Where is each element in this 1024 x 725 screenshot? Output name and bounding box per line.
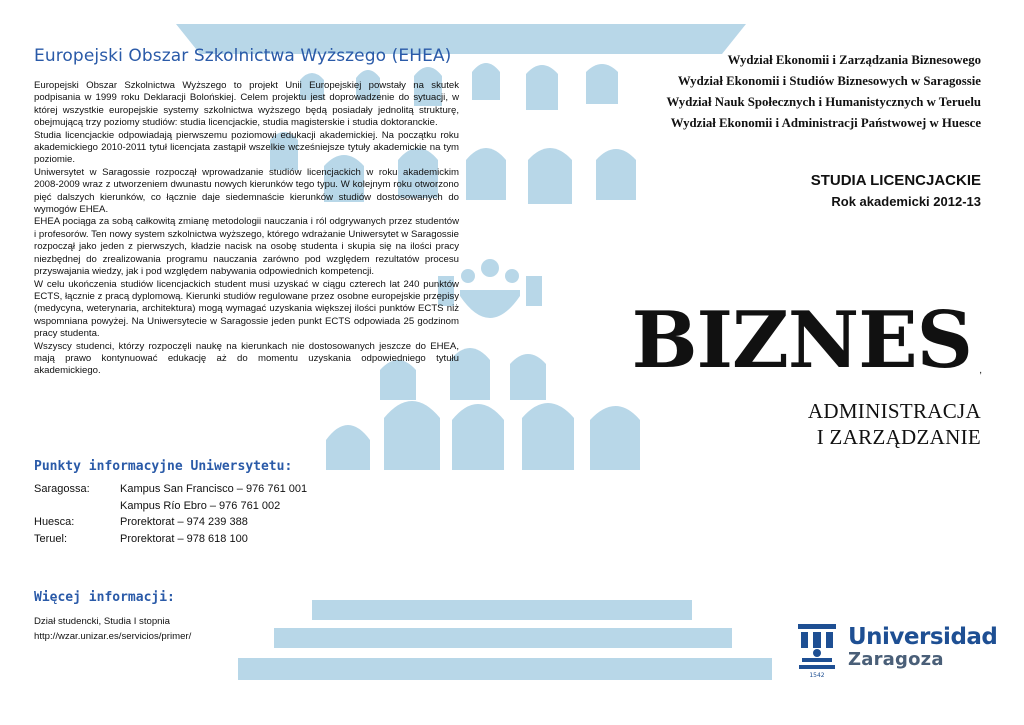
university-logo [796,622,998,680]
program-title-comma: , [979,365,982,376]
faculty-line: Wydział Nauk Społecznych i Humanistycznych w Teruelu [666,95,981,109]
contact-city: Teruel: [34,532,68,545]
student-office-text: Dział studencki, Studia I stopnia [34,616,170,627]
contact-value: Prorektorat – 978 618 100 [120,532,248,545]
more-info-heading: Więcej informacji: [34,590,175,605]
program-title: BIZNES [631,295,972,386]
program-subtitle-line1: ADMINISTRACJA [807,399,981,423]
ehea-paragraph: W celu ukończenia studiów licencjackich student musi uzyskać w ciągu czterech lat 240 punktów ECTS, łącznie z pracą dyplomową. Kierunki studiów regulowane przez osobne europejskie przepisy (medycyna, weterynaria, architektura) mogą wymagać uzyskania większej ilości punktów ECTS niż wspomniana powyżej. Na Uniwersytecie w Saragossie jeden punkt ECTS odpowiada 25 godzinom pracy studenta. [34,278,459,340]
ehea-paragraph: Europejski Obszar Szkolnictwa Wyższego to projekt Unii Europejskiej powstały na skutek podpisania w 1999 roku Deklaracji Bolońskiej. Celem projektu jest doprowadzenie do sytuacji, w której wszystkie europejskie systemy szkolnictwa wyższego będą posiadały jednolitą strukturę, obejmującą trzy poziomy studiów: studia licencjackie, studia magisterskie i studia doktoranckie. [34,80,459,129]
faculty-line: Wydział Ekonomii i Administracji Państwowej w Huesce [670,116,981,130]
program-subtitle-line2: I ZARZĄDZANIE [816,425,981,449]
university-emblem-icon [796,622,838,678]
contact-city: Saragossa: [34,483,90,495]
faculty-line: Wydział Ekonomii i Zarządzania Biznesowego [727,53,981,67]
program-level: STUDIA LICENCJACKIE [810,172,981,189]
ehea-heading: Europejski Obszar Szkolnictwa Wyższego (EHEA) [34,46,452,66]
contact-value: Prorektorat – 974 239 388 [120,516,248,528]
contact-value: Kampus San Francisco – 976 761 001 [120,483,308,495]
ehea-paragraph: Wszyscy studenci, którzy rozpoczęli naukę na kierunkach nie dostosowanych jeszcze do EHEA, mają prawo kontynuować edukację aż do momentu uzyskania odpowiedniego tytułu akademickiego. [34,340,459,377]
contact-value: Kampus Río Ebro – 976 761 002 [120,499,281,512]
ehea-body-text [34,80,459,378]
logo-subname: Zaragoza [848,649,944,670]
ehea-paragraph: Studia licencjackie odpowiadają pierwszemu poziomowi edukacji akademickiej. Na początku roku akademickiego 2010-2011 tytuł licencjata zastąpił wszelkie wcześniejsze tytuły akademickie na tym poziomie. [34,129,459,166]
logo-name: Universidad [848,624,998,650]
faculty-line: Wydział Ekonomii i Studiów Biznesowych w Saragossie [677,74,981,88]
logo-year: 1542 [809,672,825,678]
info-url-link[interactable]: http://wzar.unizar.es/servicios/primer/ [34,631,192,642]
info-points-heading: Punkty informacyjne Uniwersytetu: [34,459,293,474]
ehea-paragraph: Uniwersytet w Saragossie rozpoczął wprowadzanie studiów licencjackich w roku akademickim 2008-2009 wraz z utworzeniem dwunastu nowych kierunków tego typu. W kolejnym roku otworzono pięć dalszych kierunków, co łącznie daje siedemnaście kierunków studiów dostosowanych do wymogów EHEA. [34,166,459,216]
ehea-paragraph: EHEA pociąga za sobą całkowitą zmianę metodologii nauczania i ról odgrywanych przez studentów i profesorów. Ten nowy system szkolnictwa wyższego, którego wdrażanie Uniwersytet w Saragossie rozpoczął jako jeden z pierwszych, kładzie nacisk na osobę studenta i skupia się na ilości pracy niezbędnej do zrealizowania programu nauczania zarówno pod względem rezultatów procesu przyswajania wiedzy, jak i pod względem nabywania odpowiednich kompetencji. [34,216,459,278]
academic-year: Rok akademicki 2012-13 [831,194,981,209]
contact-city: Huesca: [34,516,75,528]
